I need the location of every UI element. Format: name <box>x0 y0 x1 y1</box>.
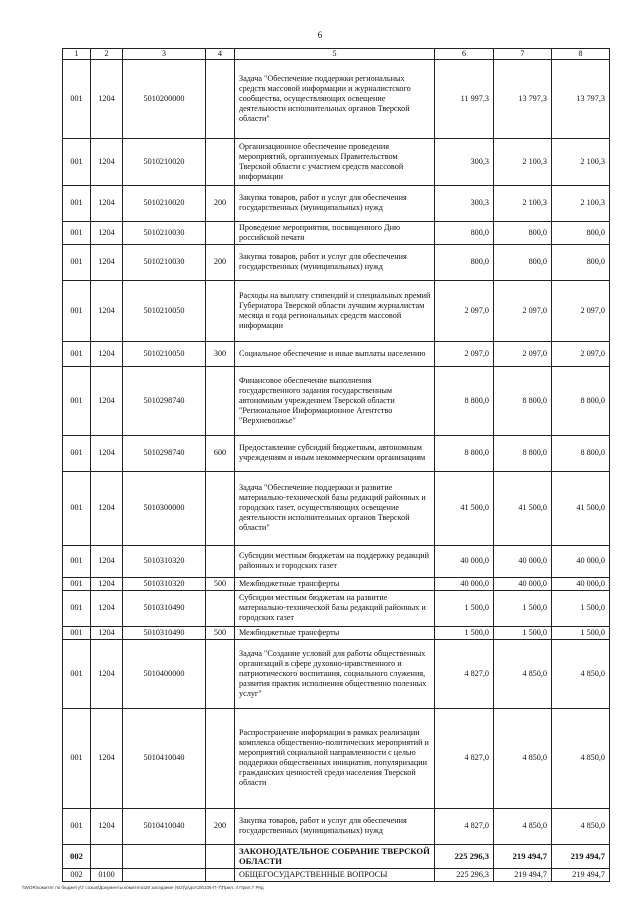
target-article-cell: 5010298740 <box>123 435 206 471</box>
expense-type-cell <box>206 59 235 138</box>
description-cell: Субсидии местным бюджетам на поддержку редакций районных и городских газет <box>235 545 435 577</box>
amount-year2-cell: 40 000,0 <box>494 545 552 577</box>
header-cell: 6 <box>435 49 494 60</box>
table-row <box>63 708 610 808</box>
target-article-cell: 5010400000 <box>123 639 206 708</box>
target-article-cell: 5010310320 <box>123 577 206 590</box>
table-row <box>63 868 610 881</box>
section-code-cell: 1204 <box>91 708 123 808</box>
amount-year3-cell: 4 850,0 <box>552 639 610 708</box>
amount-year1-cell: 4 827,0 <box>435 808 494 844</box>
amount-year2-cell: 40 000,0 <box>494 577 552 590</box>
section-code-cell: 1204 <box>91 435 123 471</box>
section-code-cell: 1204 <box>91 280 123 341</box>
header-row <box>63 49 610 60</box>
amount-year2-cell: 800,0 <box>494 221 552 244</box>
table-row <box>63 138 610 185</box>
amount-year1-cell: 2 097,0 <box>435 280 494 341</box>
section-code-cell: 1204 <box>91 626 123 639</box>
table-row <box>63 185 610 221</box>
description-cell: Распространение информации в рамках реализации комплекса общественно-политических мероприятий и мероприятий социальной направленности с целью поддержки общественных инициатив, популяризации гражданских ценностей среди населения Тверской области <box>235 708 435 808</box>
amount-year2-cell: 8 800,0 <box>494 366 552 435</box>
section-code-cell: 1204 <box>91 341 123 366</box>
expense-type-cell <box>206 639 235 708</box>
ministry-code-cell: 001 <box>63 221 91 244</box>
ministry-code-cell: 001 <box>63 471 91 545</box>
expense-type-cell: 500 <box>206 577 235 590</box>
ministry-code-cell: 001 <box>63 577 91 590</box>
amount-year2-cell: 2 100,3 <box>494 185 552 221</box>
ministry-code-cell: 001 <box>63 808 91 844</box>
description-cell: Социальное обеспечение и иные выплаты населению <box>235 341 435 366</box>
section-code-cell: 0100 <box>91 868 123 881</box>
amount-year1-cell: 4 827,0 <box>435 639 494 708</box>
amount-year2-cell: 2 097,0 <box>494 341 552 366</box>
file-path-footer: \\WOR\комитет по бюджету\7 созыв\Документы комитета\28 заседание (6/2)\р\дог\28\106-П-7\Прил. 4 Прил.7 Ред <box>22 885 264 890</box>
target-article-cell: 5010210030 <box>123 221 206 244</box>
page-number: 6 <box>317 30 323 40</box>
ministry-code-cell: 001 <box>63 545 91 577</box>
table-row <box>63 435 610 471</box>
table-row <box>63 221 610 244</box>
description-cell: Межбюджетные трансферты <box>235 626 435 639</box>
ministry-code-cell: 001 <box>63 366 91 435</box>
amount-year2-cell: 13 797,3 <box>494 59 552 138</box>
description-cell: Закупка товаров, работ и услуг для обеспечения государственных (муниципальных) нужд <box>235 244 435 280</box>
amount-year3-cell: 2 097,0 <box>552 341 610 366</box>
ministry-code-cell: 001 <box>63 244 91 280</box>
amount-year1-cell: 40 000,0 <box>435 545 494 577</box>
target-article-cell <box>123 844 206 868</box>
amount-year3-cell: 13 797,3 <box>552 59 610 138</box>
target-article-cell: 5010210050 <box>123 280 206 341</box>
header-cell: 1 <box>63 49 91 60</box>
table-row <box>63 366 610 435</box>
ministry-code-cell: 001 <box>63 138 91 185</box>
target-article-cell: 5010410040 <box>123 708 206 808</box>
amount-year2-cell: 1 500,0 <box>494 626 552 639</box>
ministry-code-cell: 001 <box>63 280 91 341</box>
amount-year3-cell: 41 500,0 <box>552 471 610 545</box>
amount-year3-cell: 8 800,0 <box>552 435 610 471</box>
amount-year1-cell: 4 827,0 <box>435 708 494 808</box>
target-article-cell: 5010210020 <box>123 185 206 221</box>
section-code-cell: 1204 <box>91 545 123 577</box>
target-article-cell: 5010210050 <box>123 341 206 366</box>
description-cell: Закупка товаров, работ и услуг для обеспечения государственных (муниципальных) нужд <box>235 808 435 844</box>
ministry-code-cell: 001 <box>63 708 91 808</box>
description-cell: Финансовое обеспечение выполнения государственного задания государственным автономным учреждением Тверской области "Региональное Информационное Агентство "Верхневолжье" <box>235 366 435 435</box>
expense-type-cell <box>206 366 235 435</box>
amount-year2-cell: 2 100,3 <box>494 138 552 185</box>
target-article-cell: 5010300000 <box>123 471 206 545</box>
amount-year3-cell: 219 494,7 <box>552 868 610 881</box>
expense-type-cell <box>206 280 235 341</box>
table-row <box>63 577 610 590</box>
section-code-cell: 1204 <box>91 590 123 626</box>
description-cell: Предоставление субсидий бюджетным, автономным учреждениям и иным некоммерческим организациям <box>235 435 435 471</box>
ministry-code-cell: 001 <box>63 59 91 138</box>
expense-type-cell <box>206 590 235 626</box>
expense-type-cell <box>206 545 235 577</box>
amount-year1-cell: 11 997,3 <box>435 59 494 138</box>
table-row <box>63 626 610 639</box>
amount-year2-cell: 1 500,0 <box>494 590 552 626</box>
amount-year1-cell: 2 097,0 <box>435 341 494 366</box>
amount-year2-cell: 4 850,0 <box>494 808 552 844</box>
amount-year1-cell: 225 296,3 <box>435 868 494 881</box>
table-row <box>63 545 610 577</box>
amount-year1-cell: 1 500,0 <box>435 590 494 626</box>
amount-year1-cell: 300,3 <box>435 138 494 185</box>
section-code-cell: 1204 <box>91 639 123 708</box>
target-article-cell: 5010298740 <box>123 366 206 435</box>
expense-type-cell <box>206 471 235 545</box>
amount-year3-cell: 4 850,0 <box>552 708 610 808</box>
expense-type-cell: 300 <box>206 341 235 366</box>
ministry-code-cell: 001 <box>63 341 91 366</box>
expense-type-cell <box>206 138 235 185</box>
amount-year3-cell: 800,0 <box>552 244 610 280</box>
description-cell: Проведение мероприятия, посвященного Дню российской печати <box>235 221 435 244</box>
section-code-cell: 1204 <box>91 808 123 844</box>
amount-year1-cell: 8 800,0 <box>435 435 494 471</box>
budget-table <box>62 48 610 882</box>
amount-year1-cell: 225 296,3 <box>435 844 494 868</box>
amount-year3-cell: 8 800,0 <box>552 366 610 435</box>
target-article-cell: 5010410040 <box>123 808 206 844</box>
table-row <box>63 808 610 844</box>
expense-type-cell <box>206 868 235 881</box>
amount-year2-cell: 41 500,0 <box>494 471 552 545</box>
expense-type-cell <box>206 221 235 244</box>
ministry-code-cell: 001 <box>63 626 91 639</box>
target-article-cell <box>123 868 206 881</box>
amount-year1-cell: 300,3 <box>435 185 494 221</box>
expense-type-cell <box>206 844 235 868</box>
amount-year1-cell: 800,0 <box>435 221 494 244</box>
amount-year2-cell: 8 800,0 <box>494 435 552 471</box>
amount-year2-cell: 219 494,7 <box>494 868 552 881</box>
amount-year1-cell: 8 800,0 <box>435 366 494 435</box>
table-row <box>63 844 610 868</box>
description-cell: ОБЩЕГОСУДАРСТВЕННЫЕ ВОПРОСЫ <box>235 868 435 881</box>
amount-year1-cell: 1 500,0 <box>435 626 494 639</box>
table-row <box>63 244 610 280</box>
amount-year2-cell: 4 850,0 <box>494 708 552 808</box>
description-cell: ЗАКОНОДАТЕЛЬНОЕ СОБРАНИЕ ТВЕРСКОЙ ОБЛАСТИ <box>235 844 435 868</box>
header-cell: 3 <box>123 49 206 60</box>
section-code-cell: 1204 <box>91 138 123 185</box>
amount-year3-cell: 1 500,0 <box>552 626 610 639</box>
amount-year2-cell: 2 097,0 <box>494 280 552 341</box>
section-code-cell <box>91 844 123 868</box>
amount-year1-cell: 41 500,0 <box>435 471 494 545</box>
table-row <box>63 341 610 366</box>
target-article-cell: 5010200000 <box>123 59 206 138</box>
section-code-cell: 1204 <box>91 59 123 138</box>
section-code-cell: 1204 <box>91 185 123 221</box>
amount-year3-cell: 219 494,7 <box>552 844 610 868</box>
section-code-cell: 1204 <box>91 471 123 545</box>
amount-year3-cell: 800,0 <box>552 221 610 244</box>
ministry-code-cell: 001 <box>63 639 91 708</box>
ministry-code-cell: 001 <box>63 435 91 471</box>
expense-type-cell: 200 <box>206 185 235 221</box>
section-code-cell: 1204 <box>91 577 123 590</box>
target-article-cell: 5010310490 <box>123 626 206 639</box>
table-row <box>63 590 610 626</box>
header-cell: 7 <box>494 49 552 60</box>
amount-year2-cell: 4 850,0 <box>494 639 552 708</box>
ministry-code-cell: 002 <box>63 868 91 881</box>
section-code-cell: 1204 <box>91 244 123 280</box>
expense-type-cell: 200 <box>206 808 235 844</box>
expense-type-cell: 500 <box>206 626 235 639</box>
amount-year3-cell: 2 100,3 <box>552 138 610 185</box>
amount-year3-cell: 40 000,0 <box>552 577 610 590</box>
header-cell: 5 <box>235 49 435 60</box>
header-cell: 8 <box>552 49 610 60</box>
description-cell: Расходы на выплату стипендий и специальных премий Губернатора Тверской области лучшим журналистам месяца и года региональных средств массовой информации <box>235 280 435 341</box>
ministry-code-cell: 001 <box>63 590 91 626</box>
description-cell: Организационное обеспечение проведения мероприятий, организуемых Правительством Тверской области с участием средств массовой информации <box>235 138 435 185</box>
table-row <box>63 639 610 708</box>
target-article-cell: 5010310320 <box>123 545 206 577</box>
expense-type-cell <box>206 708 235 808</box>
amount-year3-cell: 2 097,0 <box>552 280 610 341</box>
target-article-cell: 5010310490 <box>123 590 206 626</box>
description-cell: Межбюджетные трансферты <box>235 577 435 590</box>
amount-year3-cell: 4 850,0 <box>552 808 610 844</box>
target-article-cell: 5010210030 <box>123 244 206 280</box>
description-cell: Задача "Создание условий для работы общественных организаций в сфере духовно-нравственного и патриотического воспитания, социального служения, развития практик исполнения общественно полезных услуг" <box>235 639 435 708</box>
description-cell: Задача "Обеспечение поддержки и развитие материально-технической базы редакций районных и городских газет, осуществляющих освещение деятельности исполнительных органов Тверской области" <box>235 471 435 545</box>
table-row <box>63 280 610 341</box>
expense-type-cell: 200 <box>206 244 235 280</box>
table-row <box>63 471 610 545</box>
amount-year1-cell: 800,0 <box>435 244 494 280</box>
ministry-code-cell: 001 <box>63 185 91 221</box>
amount-year2-cell: 800,0 <box>494 244 552 280</box>
header-cell: 4 <box>206 49 235 60</box>
section-code-cell: 1204 <box>91 366 123 435</box>
target-article-cell: 5010210020 <box>123 138 206 185</box>
table-body <box>63 49 610 882</box>
amount-year1-cell: 40 000,0 <box>435 577 494 590</box>
ministry-code-cell: 002 <box>63 844 91 868</box>
amount-year3-cell: 1 500,0 <box>552 590 610 626</box>
description-cell: Субсидии местным бюджетам на развитие материально-технической базы редакций районных и городских газет <box>235 590 435 626</box>
table-row <box>63 59 610 138</box>
description-cell: Закупка товаров, работ и услуг для обеспечения государственных (муниципальных) нужд <box>235 185 435 221</box>
description-cell: Задача "Обеспечение поддержки региональных средств массовой информации и журналистского сообщества, осуществляющих освещение деятельности исполнительных органов Тверской области" <box>235 59 435 138</box>
section-code-cell: 1204 <box>91 221 123 244</box>
header-cell: 2 <box>91 49 123 60</box>
amount-year2-cell: 219 494,7 <box>494 844 552 868</box>
amount-year3-cell: 40 000,0 <box>552 545 610 577</box>
expense-type-cell: 600 <box>206 435 235 471</box>
amount-year3-cell: 2 100,3 <box>552 185 610 221</box>
